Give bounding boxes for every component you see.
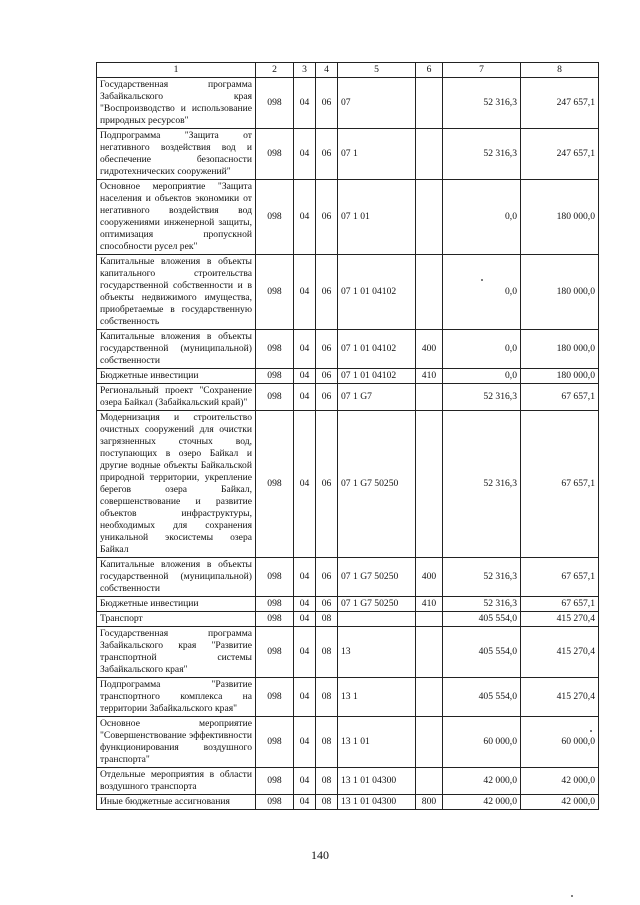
target-article-cell: 07 — [338, 78, 416, 129]
table-row — [97, 612, 599, 627]
ministry-code-cell: 098 — [256, 627, 294, 678]
table-row — [97, 330, 599, 369]
target-article-cell: 07 1 — [338, 129, 416, 180]
target-article-cell — [338, 612, 416, 627]
ministry-code-cell: 098 — [256, 678, 294, 717]
amount-col8-cell: 247 657,1 — [521, 129, 599, 180]
amount-col8-cell: 67 657,1 — [521, 597, 599, 612]
expense-type-cell — [416, 411, 443, 558]
target-article-cell: 07 1 G7 50250 — [338, 558, 416, 597]
amount-col7-cell: 405 554,0 — [443, 627, 521, 678]
table-row — [97, 597, 599, 612]
amount-col8-cell: 42 000,0 — [521, 768, 599, 795]
subsection-code-cell: 06 — [316, 129, 338, 180]
table-row — [97, 768, 599, 795]
section-code-cell: 04 — [294, 612, 316, 627]
amount-col7-cell: 0,0 — [443, 369, 521, 384]
amount-col8-cell: 415 270,4 — [521, 678, 599, 717]
section-code-cell: 04 — [294, 78, 316, 129]
expense-type-cell — [416, 255, 443, 330]
table-row — [97, 180, 599, 255]
table-row — [97, 795, 599, 810]
section-code-cell: 04 — [294, 558, 316, 597]
table-row — [97, 678, 599, 717]
ministry-code-cell: 098 — [256, 768, 294, 795]
target-article-cell: 07 1 G7 50250 — [338, 411, 416, 558]
expense-type-cell — [416, 129, 443, 180]
target-article-cell: 13 1 01 04300 — [338, 768, 416, 795]
ministry-code-cell: 098 — [256, 795, 294, 810]
table-row — [97, 558, 599, 597]
expense-type-cell: 400 — [416, 330, 443, 369]
subsection-code-cell: 08 — [316, 612, 338, 627]
amount-col7-cell: 52 316,3 — [443, 597, 521, 612]
expense-name-cell: Капитальные вложения в объекты государственной (муниципальной) собственности — [97, 558, 256, 597]
header-col-6: 6 — [416, 63, 443, 78]
table-row — [97, 384, 599, 411]
amount-col8-cell: 67 657,1 — [521, 558, 599, 597]
expense-type-cell — [416, 612, 443, 627]
amount-col7-cell: 42 000,0 — [443, 795, 521, 810]
target-article-cell: 07 1 01 04102 — [338, 369, 416, 384]
amount-col7-cell: 42 000,0 — [443, 768, 521, 795]
section-code-cell: 04 — [294, 129, 316, 180]
amount-col8-cell: 67 657,1 — [521, 411, 599, 558]
amount-col7-cell: 0,0 — [443, 330, 521, 369]
page-number: 140 — [311, 848, 329, 862]
section-code-cell: 04 — [294, 597, 316, 612]
scan-speck — [590, 730, 592, 732]
section-code-cell: 04 — [294, 768, 316, 795]
expense-type-cell — [416, 78, 443, 129]
table-row — [97, 255, 599, 330]
ministry-code-cell: 098 — [256, 717, 294, 768]
header-col-1: 1 — [97, 63, 256, 78]
subsection-code-cell: 08 — [316, 627, 338, 678]
amount-col7-cell: 52 316,3 — [443, 129, 521, 180]
subsection-code-cell: 08 — [316, 795, 338, 810]
target-article-cell: 13 — [338, 627, 416, 678]
subsection-code-cell: 06 — [316, 384, 338, 411]
header-col-2: 2 — [256, 63, 294, 78]
section-code-cell: 04 — [294, 180, 316, 255]
table-row — [97, 129, 599, 180]
section-code-cell: 04 — [294, 717, 316, 768]
target-article-cell: 07 1 01 04102 — [338, 330, 416, 369]
expense-type-cell: 400 — [416, 558, 443, 597]
subsection-code-cell: 06 — [316, 558, 338, 597]
target-article-cell: 07 1 01 — [338, 180, 416, 255]
header-col-8: 8 — [521, 63, 599, 78]
amount-col7-cell: 52 316,3 — [443, 411, 521, 558]
subsection-code-cell: 06 — [316, 369, 338, 384]
amount-col7-cell: 405 554,0 — [443, 678, 521, 717]
expense-type-cell: 410 — [416, 369, 443, 384]
subsection-code-cell: 06 — [316, 180, 338, 255]
section-code-cell: 04 — [294, 384, 316, 411]
amount-col8-cell: 180 000,0 — [521, 180, 599, 255]
amount-col7-cell: 0,0 — [443, 255, 521, 330]
ministry-code-cell: 098 — [256, 411, 294, 558]
section-code-cell: 04 — [294, 678, 316, 717]
subsection-code-cell: 06 — [316, 597, 338, 612]
table-row — [97, 717, 599, 768]
expense-type-cell — [416, 627, 443, 678]
target-article-cell: 07 1 G7 — [338, 384, 416, 411]
section-code-cell: 04 — [294, 627, 316, 678]
subsection-code-cell: 06 — [316, 411, 338, 558]
expense-type-cell: 410 — [416, 597, 443, 612]
expense-name-cell: Модернизация и строительство очистных сооружений для очистки загрязненных сточных вод, поступающих в озеро Байкал и другие водные объекты Байкальской природной территории, укрепление берегов озера Байкал, совершенствование и развитие объектов инфраструктуры, необходимых для сохранения уникальной экосистемы озера Байкал — [97, 411, 256, 558]
expense-type-cell — [416, 678, 443, 717]
section-code-cell: 04 — [294, 369, 316, 384]
target-article-cell: 07 1 01 04102 — [338, 255, 416, 330]
expense-type-cell — [416, 768, 443, 795]
target-article-cell: 13 1 — [338, 678, 416, 717]
amount-col7-cell: 52 316,3 — [443, 78, 521, 129]
table-row — [97, 411, 599, 558]
ministry-code-cell: 098 — [256, 597, 294, 612]
scan-speck — [481, 279, 483, 281]
amount-col8-cell: 42 000,0 — [521, 795, 599, 810]
expense-type-cell — [416, 717, 443, 768]
ministry-code-cell: 098 — [256, 255, 294, 330]
expense-type-cell — [416, 384, 443, 411]
header-col-3: 3 — [294, 63, 316, 78]
section-code-cell: 04 — [294, 411, 316, 558]
expense-name-cell: Транспорт — [97, 612, 256, 627]
target-article-cell: 07 1 G7 50250 — [338, 597, 416, 612]
expense-name-cell: Подпрограмма "Развитие транспортного комплекса на территории Забайкальского края" — [97, 678, 256, 717]
scan-speck — [571, 895, 573, 897]
subsection-code-cell: 08 — [316, 717, 338, 768]
ministry-code-cell: 098 — [256, 384, 294, 411]
expense-name-cell: Основное мероприятие "Защита населения и объектов экономики от негативного воздействия вод сооружениями инженерной защиты, оптимизация пропускной способности русел рек" — [97, 180, 256, 255]
ministry-code-cell: 098 — [256, 78, 294, 129]
ministry-code-cell: 098 — [256, 330, 294, 369]
expense-type-cell — [416, 180, 443, 255]
expense-name-cell: Бюджетные инвестиции — [97, 597, 256, 612]
expense-name-cell: Государственная программа Забайкальского края "Развитие транспортной системы Забайкальского края" — [97, 627, 256, 678]
amount-col8-cell: 180 000,0 — [521, 255, 599, 330]
expense-name-cell: Отдельные мероприятия в области воздушного транспорта — [97, 768, 256, 795]
amount-col7-cell: 405 554,0 — [443, 612, 521, 627]
subsection-code-cell: 08 — [316, 678, 338, 717]
subsection-code-cell: 08 — [316, 768, 338, 795]
ministry-code-cell: 098 — [256, 369, 294, 384]
amount-col8-cell: 180 000,0 — [521, 330, 599, 369]
expense-name-cell: Бюджетные инвестиции — [97, 369, 256, 384]
expense-name-cell: Подпрограмма "Защита от негативного воздействия вод и обеспечение безопасности гидротехнических сооружений" — [97, 129, 256, 180]
section-code-cell: 04 — [294, 255, 316, 330]
subsection-code-cell: 06 — [316, 330, 338, 369]
ministry-code-cell: 098 — [256, 612, 294, 627]
header-col-5: 5 — [338, 63, 416, 78]
expense-name-cell: Региональный проект "Сохранение озера Байкал (Забайкальский край)" — [97, 384, 256, 411]
amount-col7-cell: 0,0 — [443, 180, 521, 255]
amount-col8-cell: 60 000,0 — [521, 717, 599, 768]
amount-col8-cell: 67 657,1 — [521, 384, 599, 411]
target-article-cell: 13 1 01 — [338, 717, 416, 768]
expense-name-cell: Государственная программа Забайкальского края "Воспроизводство и использование природных ресурсов" — [97, 78, 256, 129]
amount-col7-cell: 60 000,0 — [443, 717, 521, 768]
table-row — [97, 78, 599, 129]
table-row — [97, 369, 599, 384]
section-code-cell: 04 — [294, 795, 316, 810]
amount-col8-cell: 415 270,4 — [521, 627, 599, 678]
header-col-7: 7 — [443, 63, 521, 78]
section-code-cell: 04 — [294, 330, 316, 369]
header-col-4: 4 — [316, 63, 338, 78]
amount-col8-cell: 415 270,4 — [521, 612, 599, 627]
expense-name-cell: Капитальные вложения в объекты государственной (муниципальной) собственности — [97, 330, 256, 369]
subsection-code-cell: 06 — [316, 255, 338, 330]
amount-col8-cell: 180 000,0 — [521, 369, 599, 384]
expense-name-cell: Капитальные вложения в объекты капитального строительства государственной собственности и в объекты недвижимого имущества, приобретаемые в государственную собственность — [97, 255, 256, 330]
amount-col8-cell: 247 657,1 — [521, 78, 599, 129]
amount-col7-cell: 52 316,3 — [443, 384, 521, 411]
ministry-code-cell: 098 — [256, 129, 294, 180]
subsection-code-cell: 06 — [316, 78, 338, 129]
table-header-row — [97, 63, 599, 78]
budget-table — [96, 62, 599, 810]
ministry-code-cell: 098 — [256, 180, 294, 255]
expense-name-cell: Основное мероприятие "Совершенствование эффективности функционирования воздушного транспорта" — [97, 717, 256, 768]
target-article-cell: 13 1 01 04300 — [338, 795, 416, 810]
ministry-code-cell: 098 — [256, 558, 294, 597]
table-row — [97, 627, 599, 678]
amount-col7-cell: 52 316,3 — [443, 558, 521, 597]
expense-name-cell: Иные бюджетные ассигнования — [97, 795, 256, 810]
expense-type-cell: 800 — [416, 795, 443, 810]
